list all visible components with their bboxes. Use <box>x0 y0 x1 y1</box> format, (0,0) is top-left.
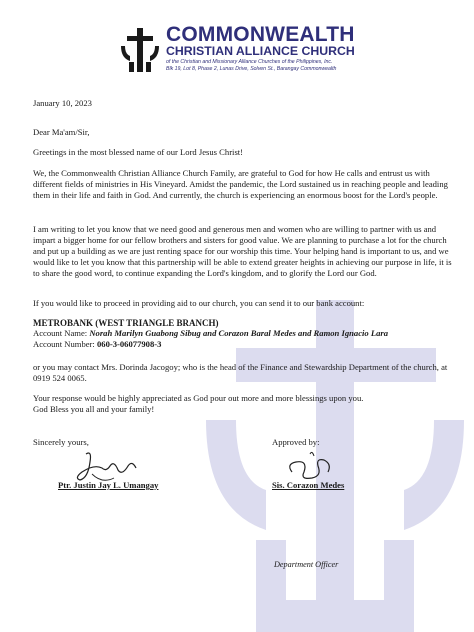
paragraph-6: God Bless you all and your family! <box>33 404 155 414</box>
paragraph-5: Your response would be highly appreciated as God pour out more and more blessings upon you. <box>33 393 364 403</box>
paragraph-1: We, the Commonwealth Christian Alliance Church Family, are grateful to God for how He calls and entrust us with different fields of ministries in His Vineyard. Amidst the pandemic, the Lord sustained us in reaching people and leading them in their life and faith in God. And currently, the church is experiencing an enormous boost for the Lord's people. <box>33 168 448 200</box>
closing-right: Approved by: <box>272 437 320 447</box>
left-signer-name: Ptr. Justin Jay L. Umangay <box>58 480 159 490</box>
account-number-line <box>33 339 453 350</box>
account-number: 060-3-06077908-3 <box>96 339 162 349</box>
paragraph-4: or you may contact Mrs. Dorinda Jacogoy; who is the head of the Finance and Stewardship Department of the church, at 0919 524 0065. <box>33 362 448 383</box>
greeting: Greetings in the most blessed name of our Lord Jesus Christ! <box>33 147 244 157</box>
paragraph-2: I am writing to let you know that we need good and generous men and women who are willing to partner with us and impart a bigger home for our fellow brothers and sisters for good value. We are planning to purchase a lot for the church and put up a building as we are just renting space for our worship this time. Your helping hand is important to us, and we would like to let you know that this partnership will be able to extend greater heights in achieving our purpose in life, it is to share the good word, to continue expanding the Lord's kingdom, and to glorify the Lord our God. <box>33 224 452 278</box>
org-address: Blk 19, Lot 8, Phase 2, Lunas Drive, Solven St., Barangay Commonwealth <box>166 66 337 72</box>
org-name: COMMONWEALTH <box>166 23 355 46</box>
church-logo-icon <box>118 28 162 72</box>
account-name-label: Account Name: <box>33 328 88 338</box>
paragraph-3: If you would like to proceed in providing aid to our church, you can send it to our bank account: <box>33 298 365 308</box>
org-affiliation: of the Christian and Missionary Alliance Churches of the Philippines, Inc. <box>166 59 333 65</box>
org-subname: CHRISTIAN ALLIANCE CHURCH <box>166 44 355 58</box>
closing-left: Sincerely yours, <box>33 437 89 447</box>
account-name-line <box>33 328 453 339</box>
letter-date: January 10, 2023 <box>33 98 92 108</box>
account-number-label: Account Number: <box>33 339 95 349</box>
account-name: Norah Marilyn Guabong Sibug and Corazon Baral Medes and Ramon Ignacio Lara <box>89 328 389 338</box>
right-signer-name: Sis. Corazon Medes <box>272 480 345 490</box>
right-signer-title: Department Officer <box>274 560 339 569</box>
bank-name: METROBANK (WEST TRIANGLE BRANCH) <box>33 318 219 328</box>
salutation: Dear Ma'am/Sir, <box>33 127 90 137</box>
